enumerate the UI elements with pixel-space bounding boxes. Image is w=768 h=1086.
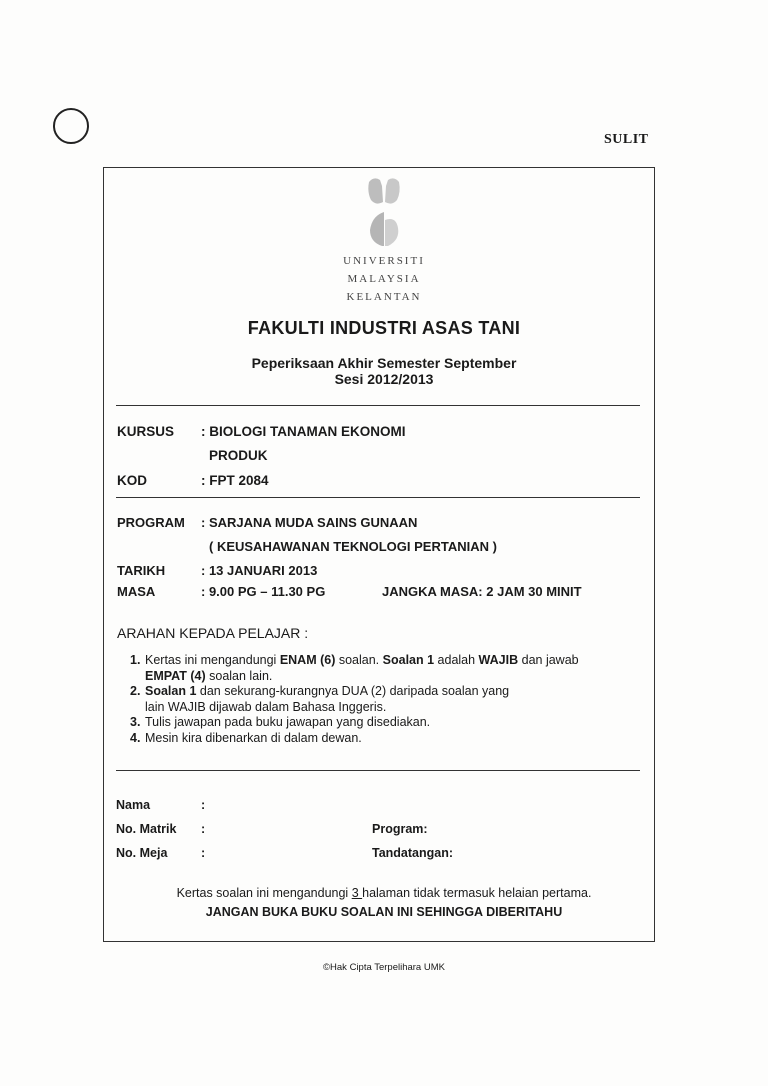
university-line-1: UNIVERSITI [343, 255, 425, 267]
program-field-label: Program: [372, 822, 428, 836]
exam-title: Peperiksaan Akhir Semester September [251, 355, 517, 371]
list-item: 3. Tulis jawapan pada buku jawapan yang disediakan. [130, 715, 431, 729]
page-count-note: Kertas soalan ini mengandungi 3 halaman tidak termasuk helaian pertama. [176, 886, 592, 900]
kursus-label: KURSUS [117, 424, 175, 439]
divider [116, 770, 640, 771]
colon: : [201, 846, 206, 860]
punch-hole [53, 108, 89, 144]
tarikh-value: : 13 JANUARI 2013 [201, 563, 318, 578]
divider [116, 405, 640, 406]
copyright: ©Hak Cipta Terpelihara UMK [323, 962, 445, 973]
colon: : [201, 822, 206, 836]
list-item: 1. Kertas ini mengandungi ENAM (6) soalan. Soalan 1 adalah WAJIB dan jawab EMPAT (4) soalan lain. [130, 653, 579, 683]
meja-label: No. Meja [116, 846, 168, 860]
program-value-cont: ( KEUSAHAWANAN TEKNOLOGI PERTANIAN ) [209, 539, 497, 554]
program-label: PROGRAM [117, 515, 185, 530]
kursus-value: : BIOLOGI TANAMAN EKONOMI [201, 424, 406, 439]
nama-label: Nama [116, 798, 151, 812]
faculty-title: FAKULTI INDUSTRI ASAS TANI [247, 318, 521, 338]
university-logo-icon [364, 176, 404, 248]
kod-value: : FPT 2084 [201, 473, 269, 488]
kod-label: KOD [117, 473, 147, 488]
tarikh-label: TARIKH [117, 563, 166, 578]
matrik-label: No. Matrik [116, 822, 177, 836]
divider [116, 497, 640, 498]
university-name [0, 252, 768, 306]
colon: : [201, 798, 206, 812]
list-item: 2. Soalan 1 dan sekurang-kurangnya DUA (2) daripada soalan yang lain WAJIB dijawab dalam Bahasa Inggeris. [130, 684, 510, 714]
list-item: 4. Mesin kira dibenarkan di dalam dewan. [130, 730, 362, 745]
sulit-label: SULIT [604, 132, 649, 147]
masa-value: : 9.00 PG – 11.30 PG [201, 584, 326, 599]
warning-text: JANGAN BUKA BUKU SOALAN INI SEHINGGA DIBERITAHU [205, 905, 563, 919]
instructions-list [130, 653, 650, 746]
program-value: : SARJANA MUDA SAINS GUNAAN [201, 515, 418, 530]
kursus-value-cont: PRODUK [209, 448, 268, 463]
masa-label: MASA [117, 584, 156, 599]
tandatangan-label: Tandatangan: [372, 846, 454, 860]
exam-header [0, 355, 768, 387]
university-line-3: KELANTAN [346, 291, 422, 303]
duration-value: JANGKA MASA: 2 JAM 30 MINIT [382, 584, 582, 599]
instructions-heading: ARAHAN KEPADA PELAJAR : [117, 625, 309, 641]
university-line-2: MALAYSIA [347, 273, 421, 285]
exam-session: Sesi 2012/2013 [334, 371, 434, 387]
